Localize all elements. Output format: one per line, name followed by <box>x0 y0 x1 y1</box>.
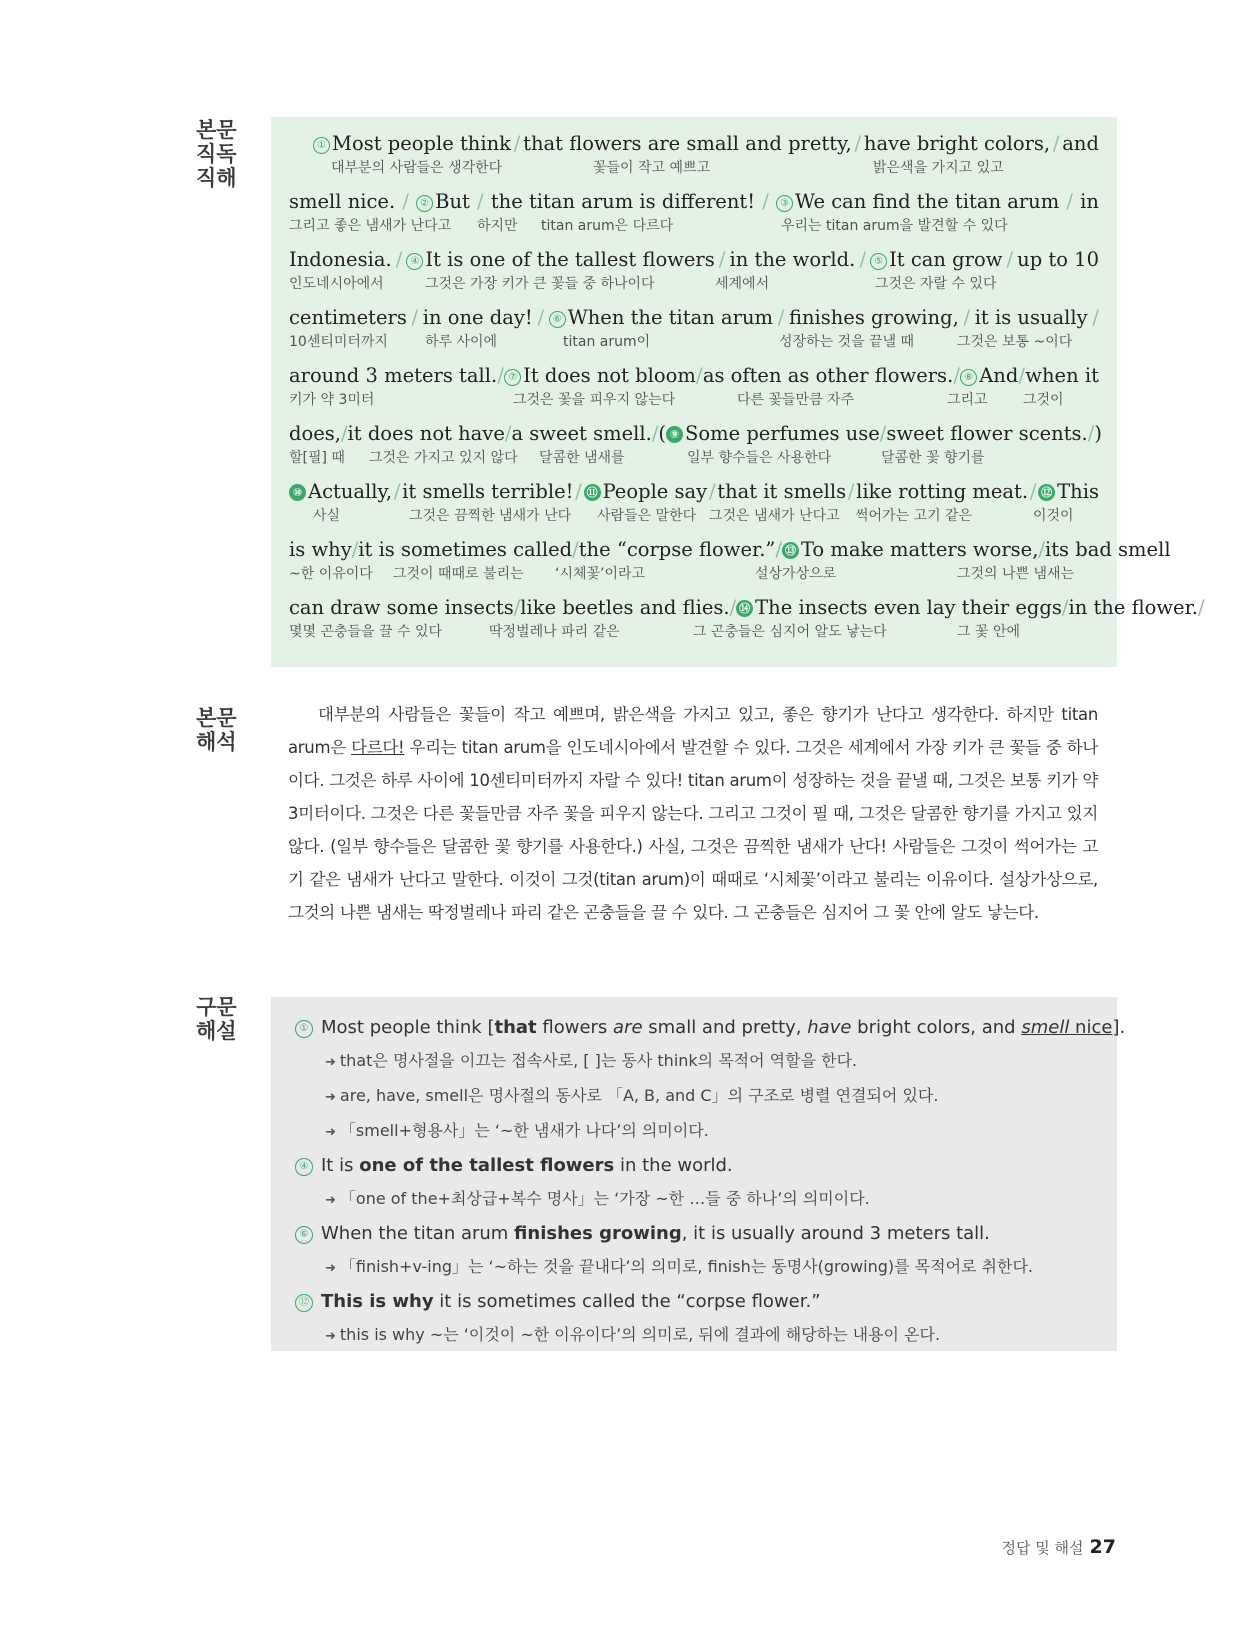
english-chunk: ⑬ To make matters worse, <box>782 537 1038 563</box>
grammar-sentence-12 <box>295 1285 1117 1318</box>
korean-gloss: 그것의 나쁜 냄새는 <box>957 566 1075 582</box>
translation-text: 대부분의 사람들은 꽃들이 작고 예쁘며, 밝은색을 가지고 있고, 좋은 향기가 난다고 생각한다. 하지만 titan arum은 <box>288 705 1098 757</box>
english-chunk: ⑧ And <box>960 363 1018 389</box>
korean-gloss-line <box>289 273 1099 295</box>
text: flowers <box>536 1017 614 1038</box>
chunk-slash: / <box>1061 596 1069 619</box>
korean-gloss: 그 곤충들은 심지어 알도 낳는다 <box>693 624 887 640</box>
chunk-slash: / <box>395 248 403 271</box>
korean-gloss: ~한 이유이다 <box>289 566 373 582</box>
sentence-number: ⑬ <box>782 542 799 559</box>
korean-gloss: 그것은 끔찍한 냄새가 난다 <box>409 508 572 524</box>
reading-line <box>289 595 1205 653</box>
note-text: that은 명사절을 이끄는 접속사로, [ ]는 동사 think의 목적어 역할을 한다. <box>339 1051 858 1070</box>
reading-line <box>289 305 1099 363</box>
text: small and pretty, <box>642 1017 808 1038</box>
chunk-slash: / <box>854 132 862 155</box>
english-chunk: in the world. <box>729 248 856 271</box>
reading-line <box>289 363 1099 421</box>
english-chunks <box>289 305 1099 331</box>
chunk-slash: / <box>1197 596 1205 619</box>
english-chunk: ⑭ The insects even lay their eggs <box>736 595 1062 621</box>
english-chunks <box>289 189 1099 215</box>
note-text: this is why ~는 ‘이것이 ~한 이유이다’의 의미로, 뒤에 결과에 해당하는 내용이 온다. <box>339 1325 941 1344</box>
arrow-icon: ➜ <box>325 1193 336 1208</box>
korean-gloss: 그리고 좋은 냄새가 난다고 <box>289 218 452 234</box>
sentence-number: ⑥ <box>295 1226 313 1244</box>
korean-gloss: 우리는 titan arum을 발견할 수 있다 <box>781 218 1008 234</box>
chunk-slash: / <box>1038 538 1045 561</box>
underlined-text <box>1021 1017 1112 1038</box>
section-label-grammar <box>196 995 256 1043</box>
english-chunk: Indonesia. <box>289 248 392 271</box>
korean-gloss: 세계에서 <box>715 276 770 292</box>
english-chunk: ② But <box>416 189 470 215</box>
direct-reading-box <box>271 117 1205 667</box>
korean-gloss: 그것은 자랄 수 있다 <box>875 276 997 292</box>
label-line: 본문 <box>196 706 237 730</box>
korean-gloss-line <box>289 447 1099 469</box>
korean-gloss: 그리고 <box>947 392 988 408</box>
grammar-note <box>295 1114 1117 1149</box>
korean-gloss: 10센티미터까지 <box>289 334 388 350</box>
english-chunk: can draw some insects <box>289 596 514 619</box>
section-label-reading <box>196 118 256 190</box>
english-chunk: a sweet smell. <box>511 422 652 445</box>
english-chunk: ① Most people think <box>313 131 511 157</box>
english-chunk: in the flower. <box>1068 596 1198 619</box>
english-chunk: ③ We can find the titan arum <box>776 189 1059 215</box>
reading-line <box>289 537 1171 595</box>
note-text: 「smell+형용사」는 ‘~한 냄새가 나다’의 의미이다. <box>339 1121 709 1140</box>
arrow-icon: ➜ <box>325 1329 336 1344</box>
bold-text: finishes growing <box>514 1223 682 1244</box>
korean-gloss-line <box>289 157 1099 179</box>
sentence-number: ⑥ <box>549 311 566 328</box>
english-chunk: it does not have <box>347 422 505 445</box>
grammar-sentence-6 <box>295 1217 1117 1250</box>
english-chunk: it smells terrible! <box>402 480 574 503</box>
italic-text: smell <box>1021 1017 1070 1038</box>
english-chunks <box>289 479 1099 505</box>
chunk-slash: / <box>1018 364 1026 387</box>
korean-gloss: 몇몇 곤충들을 끌 수 있다 <box>289 624 443 640</box>
english-chunk: when it <box>1025 364 1099 387</box>
arrow-icon: ➜ <box>325 1055 336 1070</box>
korean-gloss: 달콤한 꽃 향기를 <box>881 450 985 466</box>
english-chunks <box>289 131 1099 157</box>
korean-gloss: 그것은 보통 ~이다 <box>957 334 1073 350</box>
note-text: 「one of the+최상급+복수 명사」는 ‘가장 ~한 …들 중 하나’의 의미이다. <box>339 1189 870 1208</box>
english-chunks <box>289 421 1102 447</box>
chunk-slash: / <box>1052 132 1060 155</box>
reading-line <box>289 421 1102 479</box>
chunk-slash: / <box>963 306 971 329</box>
footer-text: 정답 및 해설 <box>1001 1539 1084 1557</box>
english-chunk: sweet flower scents. <box>886 422 1088 445</box>
label-line: 직독 <box>196 142 237 166</box>
english-chunk: ④ It is one of the tallest flowers <box>406 247 714 273</box>
korean-gloss: 다른 꽃들만큼 자주 <box>737 392 855 408</box>
grammar-sentence-4 <box>295 1149 1117 1182</box>
sentence-number: ⑪ <box>584 484 601 501</box>
text: in the world. <box>614 1155 733 1176</box>
chunk-slash: / <box>575 480 582 503</box>
text: When the titan arum <box>321 1223 515 1244</box>
sentence-number: ⑨ <box>666 426 683 443</box>
korean-gloss: 하루 사이에 <box>425 334 498 350</box>
english-chunk: that flowers are small and pretty, <box>523 132 852 155</box>
korean-gloss-line <box>289 389 1099 411</box>
italic-text: are <box>613 1017 643 1038</box>
label-line: 해설 <box>196 1019 237 1043</box>
slash: / <box>1087 422 1095 445</box>
italic-text: have <box>807 1017 852 1038</box>
grammar-explanation-box <box>271 997 1126 1351</box>
chunk-slash: / <box>651 422 659 445</box>
korean-gloss: 그것은 가지고 있지 않다 <box>369 450 518 466</box>
chunk-slash: / <box>513 132 521 155</box>
sentence-number: ⑧ <box>960 369 977 386</box>
korean-gloss: 그것은 냄새가 난다고 <box>709 508 840 524</box>
text: bright colors, and <box>851 1017 1022 1038</box>
reading-line <box>289 247 1099 305</box>
english-chunk: as often as other flowers. <box>702 364 954 387</box>
english-chunks <box>289 537 1171 563</box>
korean-gloss: 그 꽃 안에 <box>957 624 1020 640</box>
chunk-slash: / <box>762 190 769 213</box>
korean-gloss: ‘시체꽃’이라고 <box>555 566 646 582</box>
note-text: are, have, smell은 명사절의 동사로 「A, B, and C」의 구조로 병렬 연결되어 있다. <box>339 1086 939 1105</box>
chunk-slash: / <box>696 364 703 387</box>
english-chunk: in <box>1080 190 1099 213</box>
bold-text: that <box>494 1017 537 1038</box>
english-chunk: have bright colors, <box>863 132 1051 155</box>
korean-gloss: 그것이 때때로 불리는 <box>393 566 524 582</box>
korean-gloss: 딱정벌레나 파리 같은 <box>489 624 620 640</box>
english-chunk: ⑤ It can grow <box>870 247 1002 273</box>
chunk-slash: / <box>777 306 785 329</box>
sentence-number: ⑭ <box>736 600 753 617</box>
label-line: 본문 <box>196 118 237 142</box>
sentence-number: ② <box>416 195 433 212</box>
sentence-number: ④ <box>295 1158 313 1176</box>
english-chunk: like beetles and flies. <box>520 596 730 619</box>
text: It is <box>321 1155 360 1176</box>
english-chunks <box>289 247 1099 273</box>
chunk-slash: / <box>411 306 419 329</box>
english-chunks <box>289 363 1099 389</box>
grammar-note <box>295 1250 1117 1285</box>
chunk-slash: / <box>1092 306 1099 329</box>
chunk-slash: / <box>879 422 887 445</box>
chunk-slash: / <box>1029 480 1037 503</box>
label-line: 해석 <box>196 730 237 754</box>
korean-gloss-line <box>289 621 1099 643</box>
text: nice <box>1069 1017 1113 1038</box>
english-chunk: it is sometimes called <box>358 538 573 561</box>
english-chunk: that it smells <box>717 480 847 503</box>
label-line: 직해 <box>196 166 237 190</box>
chunk-slash: / <box>729 596 737 619</box>
korean-gloss: 꽃들이 작고 예쁘고 <box>593 160 711 176</box>
english-chunk: centimeters <box>289 306 407 329</box>
page-number: 27 <box>1089 1536 1116 1558</box>
english-chunk: and <box>1062 132 1099 155</box>
chunk-slash: / <box>775 538 782 561</box>
english-chunk: ⑥ When the titan arum <box>549 305 773 331</box>
chunk-slash: / <box>1006 248 1014 271</box>
korean-gloss: 썩어가는 고기 같은 <box>855 508 973 524</box>
korean-gloss-line <box>289 505 1099 527</box>
korean-gloss: 하지만 <box>477 218 518 234</box>
korean-gloss: 키가 약 3미터 <box>289 392 375 408</box>
label-line: 구문 <box>196 995 237 1019</box>
sentence-number: ④ <box>406 253 423 270</box>
text: it is sometimes called the “corpse flower.” <box>433 1291 821 1312</box>
english-chunk: ⑦ It does not bloom <box>504 363 696 389</box>
grammar-sentence-1 <box>295 1011 1126 1044</box>
sentence-number: ① <box>313 137 330 154</box>
korean-gloss: 사람들은 말한다 <box>597 508 697 524</box>
korean-gloss: 이것이 <box>1033 508 1074 524</box>
arrow-icon: ➜ <box>325 1261 336 1276</box>
english-chunk: ⑫ This <box>1038 479 1099 505</box>
english-chunk: is why <box>289 538 352 561</box>
text: ]. <box>1112 1017 1126 1038</box>
chunk-slash: / <box>537 306 545 329</box>
sentence-number: ⑤ <box>870 253 887 270</box>
english-chunk: around 3 meters tall. <box>289 364 498 387</box>
english-chunk: like rotting meat. <box>856 480 1029 503</box>
chunk-slash: / <box>504 422 512 445</box>
korean-gloss-line <box>289 215 1099 237</box>
korean-gloss: 인도네시아에서 <box>289 276 384 292</box>
page-footer <box>1002 1536 1116 1558</box>
chunk-slash: / <box>497 364 504 387</box>
chunk-slash: / <box>351 538 359 561</box>
korean-gloss: 그것이 <box>1023 392 1064 408</box>
sentence-number: ⑦ <box>504 369 521 386</box>
english-chunk: finishes growing, <box>788 306 959 329</box>
chunk-slash: / <box>847 480 855 503</box>
grammar-note <box>295 1318 1117 1353</box>
english-chunk: its bad smell <box>1044 538 1171 561</box>
korean-gloss: 설상가상으로 <box>755 566 837 582</box>
korean-gloss: 대부분의 사람들은 생각한다 <box>331 160 503 176</box>
sentence-number: ③ <box>776 195 793 212</box>
chunk-slash: / <box>393 480 401 503</box>
sentence-number: ⑩ <box>289 484 306 501</box>
korean-gloss: titan arum은 다르다 <box>541 218 674 234</box>
grammar-note <box>295 1079 1117 1114</box>
chunk-slash: / <box>859 248 867 271</box>
korean-gloss: titan arum이 <box>563 334 651 350</box>
bold-text: This is why <box>321 1291 434 1312</box>
english-chunk: it is usually <box>974 306 1088 329</box>
chunk-slash: / <box>718 248 726 271</box>
chunk-slash: / <box>402 190 409 213</box>
korean-translation <box>288 698 1098 929</box>
korean-gloss: 밝은색을 가지고 있고 <box>873 160 1004 176</box>
note-text: 「finish+v-ing」는 ‘~하는 것을 끝내다’의 의미로, finish는 동명사(growing)를 목적어로 취한다. <box>339 1257 1034 1276</box>
text: Most people think [ <box>321 1017 495 1038</box>
reading-line <box>289 131 1099 189</box>
chunk-slash: / <box>513 596 521 619</box>
reading-line <box>289 189 1099 247</box>
english-chunk: ⑪ People say <box>584 479 708 505</box>
korean-gloss: 일부 향수들은 사용한다 <box>687 450 832 466</box>
chunk-slash: / <box>340 422 348 445</box>
korean-gloss: 그것은 가장 키가 큰 꽃들 중 하나이다 <box>425 276 655 292</box>
english-chunk: does, <box>289 422 341 445</box>
chunk-slash: / <box>477 190 484 213</box>
arrow-icon: ➜ <box>325 1090 336 1105</box>
sentence-number: ⑫ <box>1038 484 1055 501</box>
translation-text: 우리는 titan arum을 인도네시아에서 발견할 수 있다. 그것은 세계에서 가장 키가 큰 꽃들 중 하나이다. 그것은 하루 사이에 10센티미터까지 자랄 수 있다! titan arum이 성장하는 것을 끝낼 때, 그것은 보통 키가 약 3미터이다. 그것은 다른 꽃들만큼 자주 꽃을 피우지 않는다. 그리고 그것이 필 때, 그것은 달콤한 향기를 가지고 있지 않다. (일부 향수들은 달콤한 꽃 향기를 사용한다.) 사실, 그것은 끔찍한 냄새가 난다! 사람들은 그것이 썩어가는 고기 같은 냄새가 난다고 말한다. 이것이 그것(titan arum)이 때때로 ‘시체꽃’이라고 불리는 이유이다. 설상가상으로, 그것의 나쁜 냄새는 딱정벌레나 파리 같은 곤충들을 끌 수 있다. 그 곤충들은 심지어 그 꽃 안에 알도 낳는다. <box>288 738 1098 922</box>
bold-text: one of the tallest flowers <box>359 1155 615 1176</box>
sentence-number: ⑫ <box>295 1294 313 1312</box>
chunk-slash: / <box>572 538 579 561</box>
english-chunk: ( ⑨ Some perfumes use <box>658 422 880 445</box>
translation-underlined: 다르다! <box>351 738 405 757</box>
english-chunk: the titan arum is different! <box>490 190 756 213</box>
english-chunk: ⑩ Actually, <box>289 479 392 505</box>
korean-gloss: 성장하는 것을 끝낼 때 <box>779 334 915 350</box>
reading-line <box>289 479 1099 537</box>
korean-gloss: 달콤한 냄새를 <box>539 450 625 466</box>
sentence-number: ① <box>295 1020 313 1038</box>
korean-gloss: 할[필] 때 <box>289 450 345 466</box>
text: , it is usually around 3 meters tall. <box>681 1223 990 1244</box>
korean-gloss: 그것은 꽃을 피우지 않는다 <box>513 392 676 408</box>
english-chunk: smell nice. <box>289 190 396 213</box>
english-chunk: in one day! <box>422 306 533 329</box>
korean-gloss-line <box>289 331 1099 353</box>
korean-gloss-line <box>289 563 1099 585</box>
english-chunks <box>289 595 1205 621</box>
arrow-icon: ➜ <box>325 1125 336 1140</box>
grammar-note <box>295 1182 1117 1217</box>
chunk-slash: / <box>1066 190 1073 213</box>
chunk-slash: /) <box>1087 422 1102 445</box>
english-chunk: the “corpse flower.” <box>578 538 776 561</box>
chunk-slash: / <box>953 364 961 387</box>
english-chunk: up to 10 <box>1017 248 1099 271</box>
chunk-slash: / <box>708 480 716 503</box>
korean-gloss: 사실 <box>313 508 341 524</box>
section-label-translation <box>196 706 256 754</box>
grammar-note <box>295 1044 1117 1079</box>
